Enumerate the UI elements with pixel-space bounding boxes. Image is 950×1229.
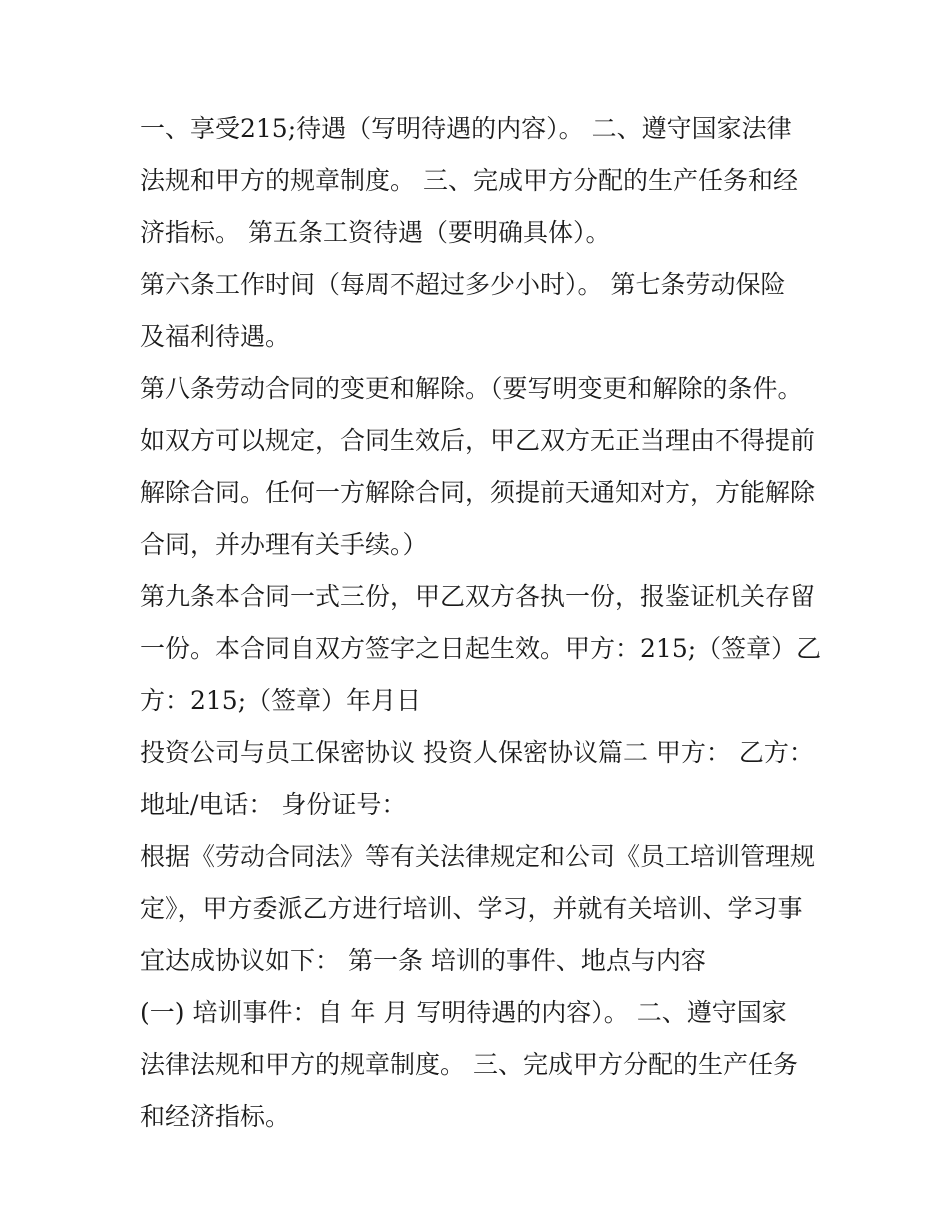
text-line: 如双方可以规定，合同生效后，甲乙双方无正当理由不得提前 [140,426,816,455]
text-line: 合同，并办理有关手续。） [140,530,428,559]
document-body [140,103,820,1143]
text-line: 济指标。 第五条工资待遇（要明确具体）。 [140,218,611,247]
paragraph-training-details [140,987,820,1143]
text-line: 地址/电话： 身份证号： [140,790,407,819]
paragraph-confidentiality-heading [140,727,820,831]
text-line: 法律法规和甲方的规章制度。 三、完成甲方分配的生产任务 [140,1050,798,1079]
text-line: 一、享受215;待遇（写明待遇的内容）。 二、遵守国家法律 [140,114,792,143]
text-line: 根据《劳动合同法》等有关法律规定和公司《员工培训管理规 [140,842,816,871]
text-line: 投资公司与员工保密协议 投资人保密协议篇二 甲方： 乙方： [140,738,814,767]
text-line: 第六条工作时间（每周不超过多少小时）。 第七条劳动保险 [140,270,786,299]
text-line: 宜达成协议如下： 第一条 培训的事件、地点与内容 [140,946,706,975]
paragraph-contract-change [140,363,820,571]
paragraph-training-agreement [140,831,820,987]
text-line: 一份。本合同自双方签字之日起生效。甲方：215;（签章）乙 [140,634,822,663]
text-line: 定》，甲方委派乙方进行培训、学习，并就有关培训、学习事 [140,894,803,923]
paragraph-copies-and-signatures [140,571,820,727]
text-line: (一) 培训事件：自 年 月 写明待遇的内容）。 二、遵守国家 [140,998,787,1027]
text-line: 第九条本合同一式三份，甲乙双方各执一份，报鉴证机关存留 [140,582,816,611]
text-line: 方：215;（签章）年月日 [140,686,422,715]
text-line: 及福利待遇。 [140,322,291,351]
text-line: 解除合同。任何一方解除合同，须提前天通知对方，方能解除 [140,478,816,507]
text-line: 法规和甲方的规章制度。 三、完成甲方分配的生产任务和经 [140,166,798,195]
paragraph-working-hours [140,259,820,363]
text-line: 第八条劳动合同的变更和解除。（要写明变更和解除的条件。 [140,374,803,403]
paragraph-benefits [140,103,820,259]
text-line: 和经济指标。 [140,1102,291,1131]
